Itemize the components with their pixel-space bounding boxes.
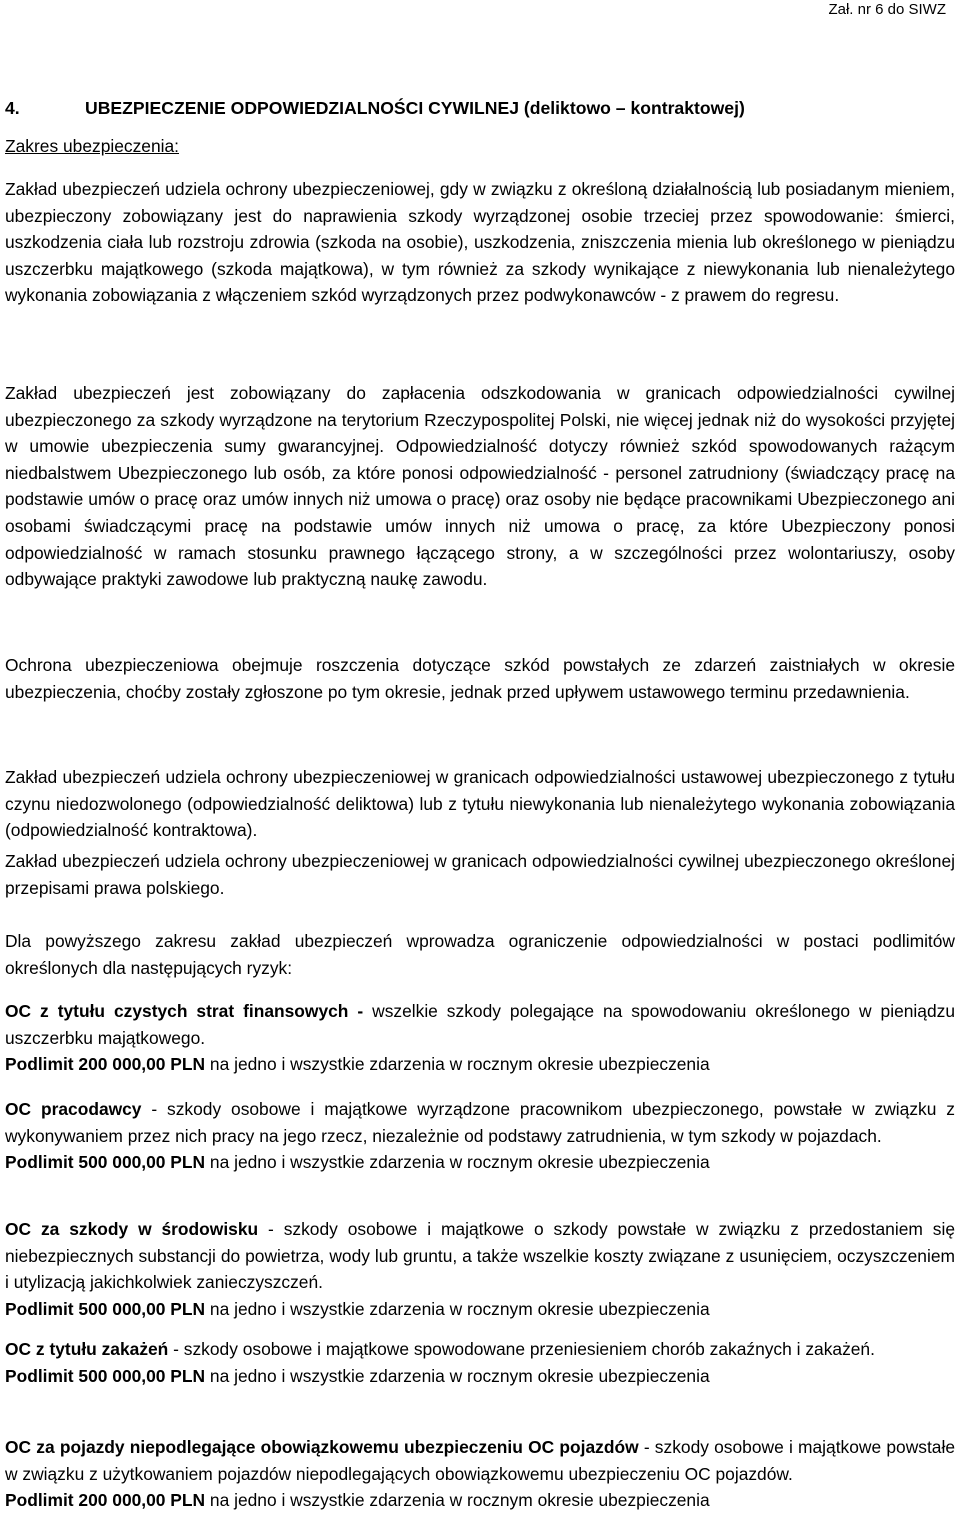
risk-name: OC za pojazdy niepodlegające obowiązkowemu ubezpieczeniu OC pojazdów [5, 1437, 639, 1457]
risk-limit-label: Podlimit 500 000,00 PLN [5, 1152, 206, 1173]
risk-description: - szkody osobowe i majątkowe spowodowane przeniesieniem chorób zakaźnych i zakażeń. [168, 1339, 875, 1359]
paragraph-sublimits-intro: Dla powyższego zakresu zakład ubezpieczeń wprowadza ograniczenie odpowiedzialności w postaci podlimitów określonych dla następujących ryzyk: [5, 931, 955, 978]
risk-name: OC za szkody w środowisku [5, 1219, 259, 1239]
risk-limit-text: na jedno i wszystkie zdarzenia w rocznym okresie ubezpieczenia [205, 1054, 710, 1075]
risk-item [5, 1096, 955, 1176]
risk-name: OC pracodawcy [5, 1099, 142, 1119]
paragraph-statutory-liability: Zakład ubezpieczeń udziela ochrony ubezpieczeniowej w granicach odpowiedzialności ustawowej ubezpieczonego z tytułu czynu niedozwolonego (odpowiedzialność deliktowa) lub z tytułu niewykonania lub nienależytego wykonania zobowiązania (odpowiedzialność kontraktowa). [5, 767, 955, 841]
risk-item [5, 998, 955, 1078]
risk-description: wszelkie szkody polegające na spowodowaniu określonego w pieniądzu uszczerbku majątkowego. [5, 1001, 955, 1048]
risk-limit-label: Podlimit 500 000,00 PLN [5, 1298, 206, 1319]
risk-item [5, 1216, 955, 1322]
risk-limit-text: na jedno i wszystkie zdarzenia w rocznym okresie ubezpieczenia [205, 1365, 710, 1386]
risk-limit-text: na jedno i wszystkie zdarzenia w rocznym okresie ubezpieczenia [205, 1298, 710, 1319]
risk-item [5, 1434, 955, 1514]
risk-limit-text: na jedno i wszystkie zdarzenia w rocznym okresie ubezpieczenia [205, 1152, 710, 1173]
risk-limit-label: Podlimit 500 000,00 PLN [5, 1365, 206, 1386]
paragraph-polish-law: Zakład ubezpieczeń udziela ochrony ubezpieczeniowej w granicach odpowiedzialności cywilnej ubezpieczonego określonej przepisami prawa polskiego. [5, 851, 955, 898]
risk-name: OC z tytułu zakażeń [5, 1339, 169, 1359]
paragraph-obligation: Zakład ubezpieczeń jest zobowiązany do zapłacenia odszkodowania w granicach odpowiedzialności cywilnej ubezpieczonego za szkody wyrządzone na terytorium Rzeczypospolitej Polski, nie więcej jednak niż do wysokości przyjętej w umowie ubezpieczenia sumy gwarancyjnej. Odpowiedzialność dotyczy również szkód spowodowanych rażącym niedbalstwem Ubezpieczonego lub osób, za które ponosi odpowiedzialność - personel zatrudniony (świadczący pracę na podstawie umów o pracę oraz umów innych niż umowa o pracę) oraz osoby nie będące pracownikami Ubezpieczonego ani osobami świadczącymi pracę na podstawie umów innych niż umowa o pracę, za które Ubezpieczony ponosi odpowiedzialność w ramach stosunku prawnego łączącego strony, a w szczególności przez wolontariuszy, osoby odbywające praktyki zawodowe lub praktyczną naukę zawodu. [5, 383, 955, 590]
risk-name: OC z tytułu czystych strat finansowych - [5, 1001, 364, 1021]
section-title-text: UBEZPIECZENIE ODPOWIEDZIALNOŚCI CYWILNEJ (deliktowo – kontraktowej) [85, 98, 745, 118]
attachment-label: Zał. nr 6 do SIWZ [828, 1, 946, 18]
risk-description: - szkody osobowe i majątkowe powstałe w związku z użytkowaniem pojazdów niepodlegających obowiązkowemu ubezpieczeniu OC pojazdów. [5, 1437, 955, 1484]
section-number: 4. [5, 98, 20, 118]
risk-limit-label: Podlimit 200 000,00 PLN [5, 1054, 206, 1075]
risk-item [5, 1336, 955, 1389]
risk-limit-text: na jedno i wszystkie zdarzenia w rocznym okresie ubezpieczenia [205, 1490, 710, 1511]
section-title [5, 95, 955, 121]
risk-description: - szkody osobowe i majątkowe wyrządzone pracownikom ubezpieczonego, powstałe w związku z wykonywaniem przez nich pracy na jego rzecz, niezależnie od podstawy zatrudnienia, w tym szkody w pojazdach. [5, 1099, 955, 1146]
risk-limit-label: Podlimit 200 000,00 PLN [5, 1490, 206, 1511]
section-subtitle: Zakres ubezpieczenia: [5, 136, 179, 156]
risk-description: - szkody osobowe i majątkowe o szkody powstałe w związku z przedostaniem się niebezpiecznych substancji do powietrza, wody lub gruntu, a także wszelkie koszty związane z usunięciem, oczyszczeniem i utylizacją jakichkolwiek zanieczyszczeń. [5, 1219, 955, 1293]
paragraph-scope: Zakład ubezpieczeń udziela ochrony ubezpieczeniowej, gdy w związku z określoną działalnością lub posiadanym mieniem, ubezpieczony zobowiązany jest do naprawienia szkody wyrządzonej osobie trzeciej przez spowodowanie: śmierci, uszkodzenia ciała lub rozstroju zdrowia (szkoda na osobie), uszkodzenia, zniszczenia mienia lub określonego w pieniądzu uszczerbku majątkowego (szkoda majątkowa), w tym również za szkody wynikające z niewykonania lub nienależytego wykonania zobowiązania z włączeniem szkód wyrządzonych przez podwykonawców - z prawem do regresu. [5, 179, 955, 306]
paragraph-coverage-period: Ochrona ubezpieczeniowa obejmuje roszczenia dotyczące szkód powstałych ze zdarzeń zaistniałych w okresie ubezpieczenia, choćby zostały zgłoszone po tym okresie, jednak przed upływem ustawowego terminu przedawnienia. [5, 655, 955, 702]
